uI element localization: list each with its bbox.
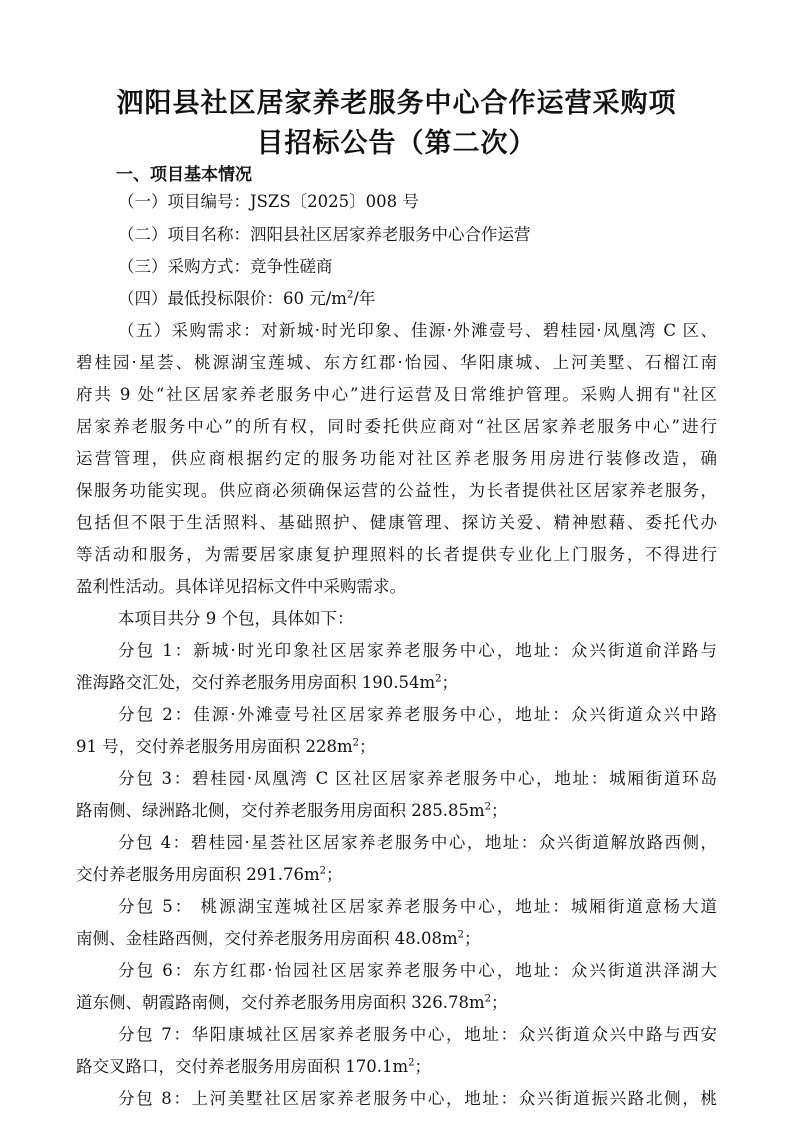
section-heading: 一、项目基本情况 (116, 165, 252, 185)
package-line: 分包 2：佳源·外滩壹号社区居家养老服务中心，地址：众兴街道众兴中路 (118, 705, 717, 724)
package-line: 分包 7：华阳康城社区居家养老服务中心，地址：众兴街道众兴中路与西安 (118, 1025, 717, 1044)
project-name: （二）项目名称：泗阳县社区居家养老服务中心合作运营 (118, 225, 531, 244)
bid-price-limit: （四）最低投标限价：60 元$/m^2/$年 (118, 289, 376, 308)
requirement-line: 居家养老服务中心”的所有权，同时委托供应商对“社区居家养老服务中心”进行 (76, 417, 717, 436)
requirement-line: 碧桂园·星荟、桃源湖宝莲城、东方红郡·怡园、华阳康城、上河美墅、石榴江南 (76, 353, 717, 372)
project-number: （一）项目编号：JSZS〔2025〕008 号 (118, 192, 419, 211)
package-line: 分包 6：东方红郡·怡园社区居家养老服务中心，地址：众兴街道洪泽湖大 (118, 961, 717, 980)
package-line: 南侧、金桂路西侧，交付养老服务用房面积 $48.08m^2$； (76, 929, 481, 948)
requirement-line: 保服务功能实现。供应商必须确保运营的公益性，为长者提供社区居家养老服务， (76, 481, 717, 500)
package-line: 路南侧、绿洲路北侧，交付养老服务用房面积 $285.85m^2$； (76, 801, 508, 820)
requirement-line: 等活动和服务，为需要居家康复护理照料的长者提供专业化上门服务，不得进行 (76, 545, 717, 564)
requirement-line: 包括但不限于生活照料、基础照护、健康管理、探访关爱、精神慰藉、委托代办 (76, 513, 717, 532)
package-line: 分包 4：碧桂园·星荟社区居家养老服务中心，地址：众兴街道解放路西侧， (118, 833, 717, 852)
package-line: 91 号，交付养老服务用房面积 $228m^2$； (76, 737, 376, 756)
package-line: 分包 5： 桃源湖宝莲城社区居家养老服务中心，地址：城厢街道意杨大道 (118, 897, 717, 916)
requirement-line: （五）采购需求：对新城·时光印象、佳源·外滩壹号、碧桂园·凤凰湾 C 区、 (118, 321, 717, 340)
package-line: 路交叉路口，交付养老服务用房面积 $170.1m^2$； (76, 1057, 432, 1076)
package-line: 交付养老服务用房面积 $291.76m^2$； (76, 865, 343, 884)
package-line: 分包 8：上河美墅社区居家养老服务中心，地址：众兴街道振兴路北侧，桃 (118, 1089, 717, 1108)
requirement-line: 府共 9 处“社区居家养老服务中心”进行运营及日常维护管理。采购人拥有"社区 (76, 385, 717, 404)
package-line: 分包 3：碧桂园·凤凰湾 C 区社区居家养老服务中心，地址：城厢街道环岛 (118, 769, 717, 788)
package-line: 分包 1：新城·时光印象社区居家养老服务中心，地址：众兴街道俞洋路与 (118, 641, 717, 660)
package-line: 道东侧、朝霞路南侧，交付养老服务用房面积 $326.78m^2$； (76, 993, 508, 1012)
document-title-line-1: 泗阳县社区居家养老服务中心合作运营采购项 (116, 88, 677, 119)
package-line: 淮海路交汇处，交付养老服务用房面积 $190.54m^2$； (76, 673, 458, 692)
requirement-line: 运营管理，供应商根据约定的服务功能对社区养老服务用房进行装修改造，确 (76, 449, 717, 468)
packages-intro: 本项目共分 9 个包，具体如下： (118, 609, 354, 628)
requirement-line: 盈利性活动。具体详见招标文件中采购需求。 (76, 577, 406, 596)
document-title-line-2: 目招标公告（第二次） (256, 128, 537, 159)
procurement-method: （三）采购方式：竞争性磋商 (118, 257, 333, 276)
